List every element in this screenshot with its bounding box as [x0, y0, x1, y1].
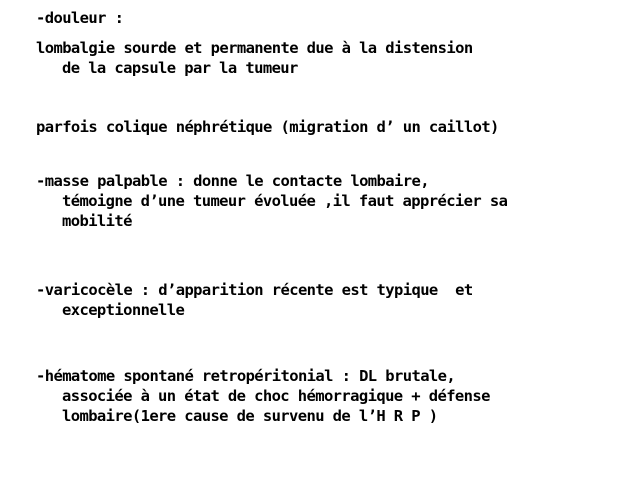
text-varicocele-line-1: -varicocèle : d’apparition récente est typique et — [36, 281, 473, 299]
text-lombalgie-line-2: de la capsule par la tumeur — [62, 59, 298, 77]
heading-douleur: -douleur : — [36, 9, 124, 27]
text-hematome-line-1: -hématome spontané retropéritonial : DL brutale, — [36, 367, 456, 385]
text-masse-line-2: témoigne d’une tumeur évoluée ,il faut apprécier sa — [62, 192, 508, 210]
text-colique: parfois colique néphrétique (migration d’ un caillot) — [36, 118, 499, 136]
text-masse-line-3: mobilité — [62, 212, 132, 230]
text-masse-line-1: -masse palpable : donne le contacte lombaire, — [36, 172, 429, 190]
text-varicocele-line-2: exceptionnelle — [62, 301, 185, 319]
text-hematome-line-3: lombaire(1ere cause de survenu de l’H R P ) — [62, 407, 438, 425]
text-hematome-line-2: associée à un état de choc hémorragique + défense — [62, 387, 490, 405]
text-lombalgie-line-1: lombalgie sourde et permanente due à la distension — [36, 39, 473, 57]
